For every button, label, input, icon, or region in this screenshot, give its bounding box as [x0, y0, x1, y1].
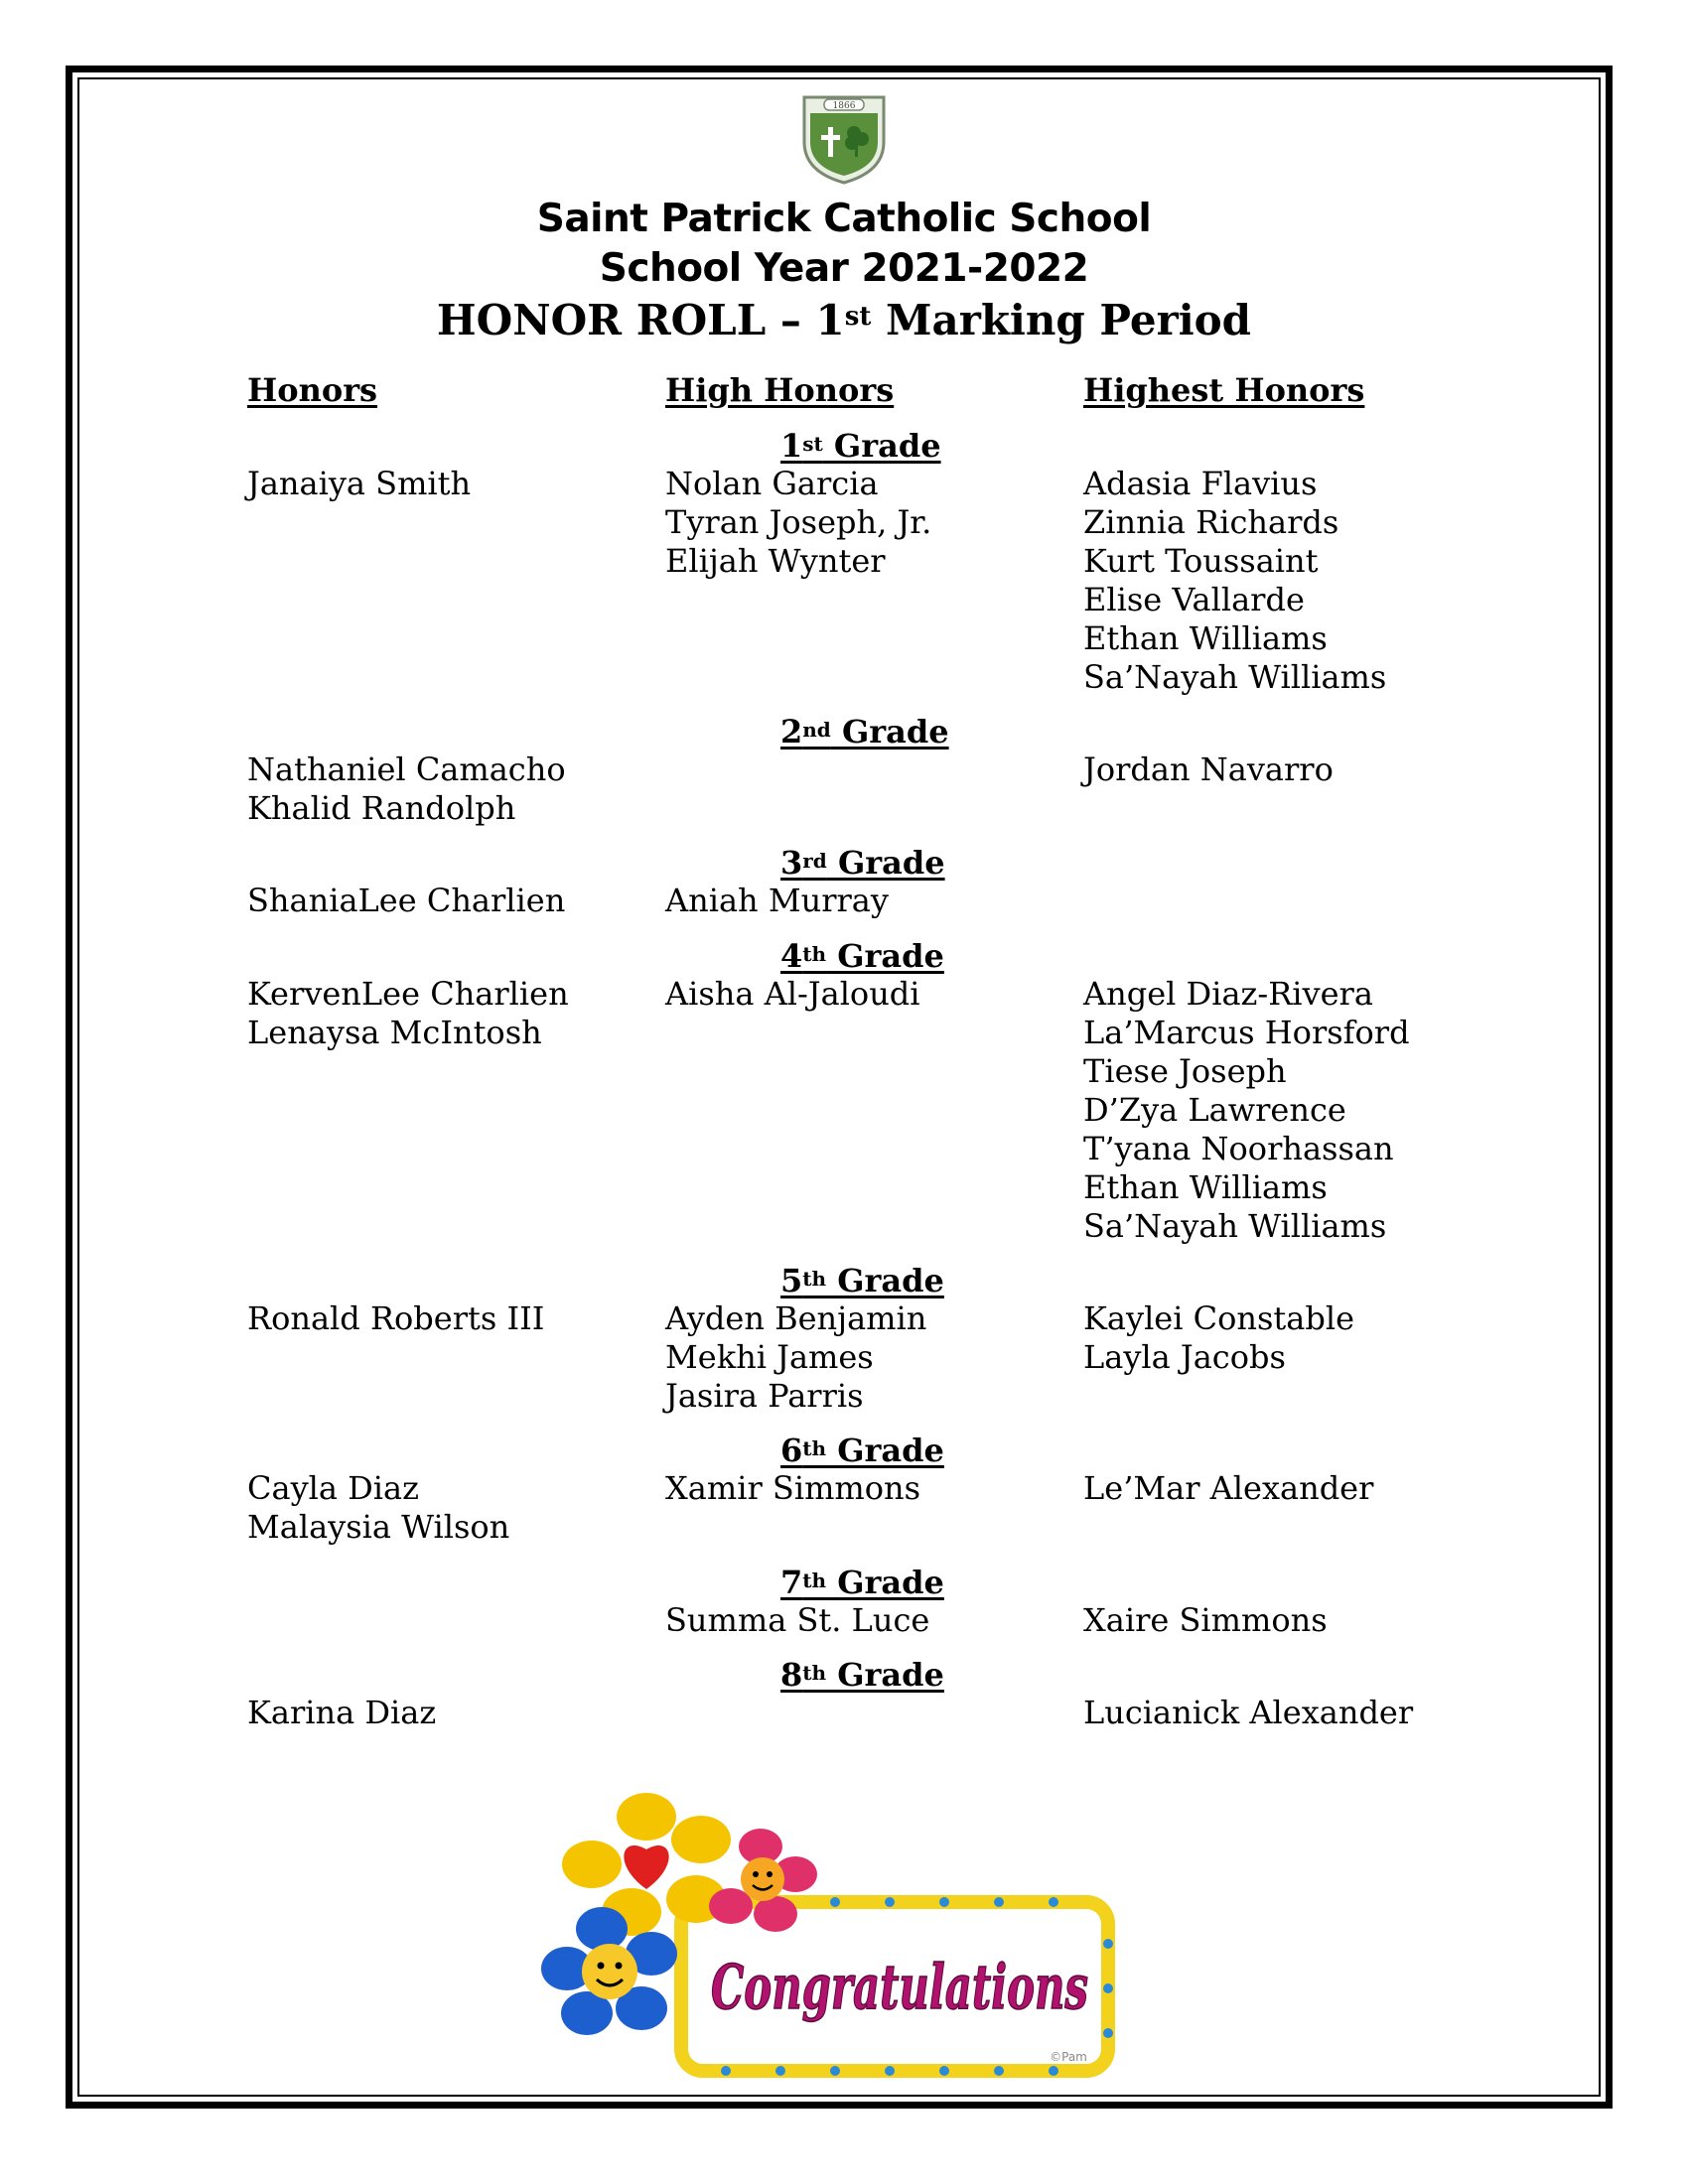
- student-name: Ethan Williams: [1083, 619, 1328, 657]
- school-year: School Year 2021-2022: [599, 246, 1089, 291]
- student-name: Jasira Parris: [665, 1377, 864, 1415]
- student-name: Ronald Roberts III: [247, 1299, 545, 1337]
- student-name: Lenaysa McIntosh: [247, 1014, 542, 1051]
- grade-heading: [780, 1432, 944, 1469]
- school-name: Saint Patrick Catholic School: [536, 197, 1152, 241]
- names-high: [665, 1469, 920, 1508]
- student-name: Xaire Simmons: [1083, 1601, 1328, 1639]
- names-honors: [247, 882, 565, 920]
- student-name: Elijah Wynter: [665, 542, 886, 580]
- names-honors: [247, 1469, 509, 1547]
- student-name: Layla Jacobs: [1083, 1338, 1286, 1376]
- grade-label: Grade: [830, 713, 949, 751]
- student-name: T’yana Noorhassan: [1083, 1130, 1394, 1167]
- title-superscript: st: [844, 302, 872, 332]
- grade-label: Grade: [826, 1656, 944, 1694]
- student-name: Sa’Nayah Williams: [1083, 1207, 1387, 1245]
- names-highest: [1083, 1299, 1354, 1377]
- grade-label: Grade: [826, 1564, 944, 1601]
- grade-label: Grade: [826, 937, 944, 975]
- student-name: Summa St. Luce: [665, 1601, 930, 1639]
- student-name: Kurt Toussaint: [1083, 542, 1319, 580]
- student-name: Ethan Williams: [1083, 1168, 1328, 1206]
- student-name: D’Zya Lawrence: [1083, 1091, 1346, 1129]
- student-name: Cayla Diaz: [247, 1469, 419, 1507]
- student-name: Le’Mar Alexander: [1083, 1469, 1374, 1507]
- grade-heading: [780, 713, 949, 751]
- title-prefix: HONOR ROLL – 1: [436, 296, 845, 344]
- student-name: Tyran Joseph, Jr.: [665, 503, 932, 541]
- student-name: Khalid Randolph: [247, 789, 516, 827]
- names-highest: [1083, 465, 1386, 697]
- crest-year: 1866: [832, 101, 856, 111]
- congratulations-graphic: [552, 1795, 1128, 2093]
- grade-number: 5: [780, 1262, 803, 1299]
- names-highest: [1083, 1469, 1373, 1508]
- grade-heading: [780, 1564, 944, 1601]
- student-name: KervenLee Charlien: [247, 975, 569, 1013]
- student-name: Janaiya Smith: [247, 465, 472, 502]
- names-highest: [1083, 1601, 1328, 1640]
- grade-number: 8: [780, 1656, 803, 1694]
- student-name: Lucianick Alexander: [1083, 1694, 1414, 1731]
- congratulations-text: Congratulations: [711, 1951, 1088, 2023]
- student-name: ShaniaLee Charlien: [247, 882, 566, 919]
- artist-signature: ©Pam: [1050, 2050, 1087, 2064]
- student-name: Tiese Joseph: [1083, 1052, 1287, 1090]
- names-high: [665, 975, 920, 1014]
- grade-ordinal: th: [802, 1569, 827, 1592]
- grade-ordinal: th: [802, 1436, 827, 1460]
- grade-ordinal: st: [802, 432, 823, 456]
- column-header-highest-honors: Highest Honors: [1083, 371, 1365, 409]
- grade-ordinal: rd: [802, 849, 827, 873]
- names-highest: [1083, 1694, 1413, 1732]
- grade-label: Grade: [826, 844, 945, 882]
- column-header-honors: Honors: [247, 371, 378, 409]
- student-name: Jordan Navarro: [1083, 751, 1334, 788]
- student-name: Nathaniel Camacho: [247, 751, 566, 788]
- names-honors: [247, 1299, 544, 1338]
- grade-ordinal: th: [802, 942, 827, 966]
- student-name: Nolan Garcia: [665, 465, 879, 502]
- student-name: Elise Vallarde: [1083, 581, 1305, 618]
- grade-label: Grade: [826, 1262, 944, 1299]
- grade-number: 2: [780, 713, 803, 751]
- grade-heading: [780, 1656, 944, 1694]
- student-name: La’Marcus Horsford: [1083, 1014, 1410, 1051]
- names-honors: [247, 751, 566, 828]
- student-name: Aniah Murray: [665, 882, 889, 919]
- student-name: Aisha Al-Jaloudi: [665, 975, 920, 1013]
- student-name: Mekhi James: [665, 1338, 874, 1376]
- student-name: Xamir Simmons: [665, 1469, 921, 1507]
- grade-number: 1: [780, 427, 803, 465]
- student-name: Adasia Flavius: [1083, 465, 1318, 502]
- names-honors: [247, 465, 471, 503]
- column-header-high-honors: High Honors: [665, 371, 895, 409]
- document-header: [0, 195, 1688, 347]
- student-name: Malaysia Wilson: [247, 1508, 510, 1546]
- school-crest-icon: [794, 87, 894, 187]
- names-high: [665, 465, 931, 581]
- student-name: Zinnia Richards: [1083, 503, 1339, 541]
- grade-heading: [780, 844, 945, 882]
- grade-heading: [780, 1262, 944, 1299]
- names-highest: [1083, 751, 1334, 789]
- grade-heading: [780, 937, 944, 975]
- names-honors: [247, 1694, 436, 1732]
- grade-number: 7: [780, 1564, 803, 1601]
- grade-ordinal: nd: [802, 718, 831, 742]
- names-high: [665, 1601, 929, 1640]
- grade-number: 6: [780, 1432, 803, 1469]
- grade-number: 3: [780, 844, 803, 882]
- names-high: [665, 1299, 926, 1416]
- grade-ordinal: th: [802, 1661, 827, 1685]
- grade-label: Grade: [826, 1432, 944, 1469]
- names-high: [665, 882, 889, 920]
- names-honors: [247, 975, 569, 1052]
- grade-number: 4: [780, 937, 803, 975]
- grade-heading: [780, 427, 941, 465]
- student-name: Sa’Nayah Williams: [1083, 658, 1387, 696]
- names-highest: [1083, 975, 1410, 1246]
- student-name: Angel Diaz-Rivera: [1083, 975, 1373, 1013]
- student-name: Kaylei Constable: [1083, 1299, 1355, 1337]
- blue-flower-icon: [541, 1907, 677, 2035]
- student-name: Karina Diaz: [247, 1694, 437, 1731]
- page-title: [0, 294, 1688, 347]
- grade-ordinal: th: [802, 1267, 827, 1291]
- grade-label: Grade: [822, 427, 941, 465]
- student-name: Ayden Benjamin: [665, 1299, 927, 1337]
- title-suffix: Marking Period: [871, 296, 1252, 344]
